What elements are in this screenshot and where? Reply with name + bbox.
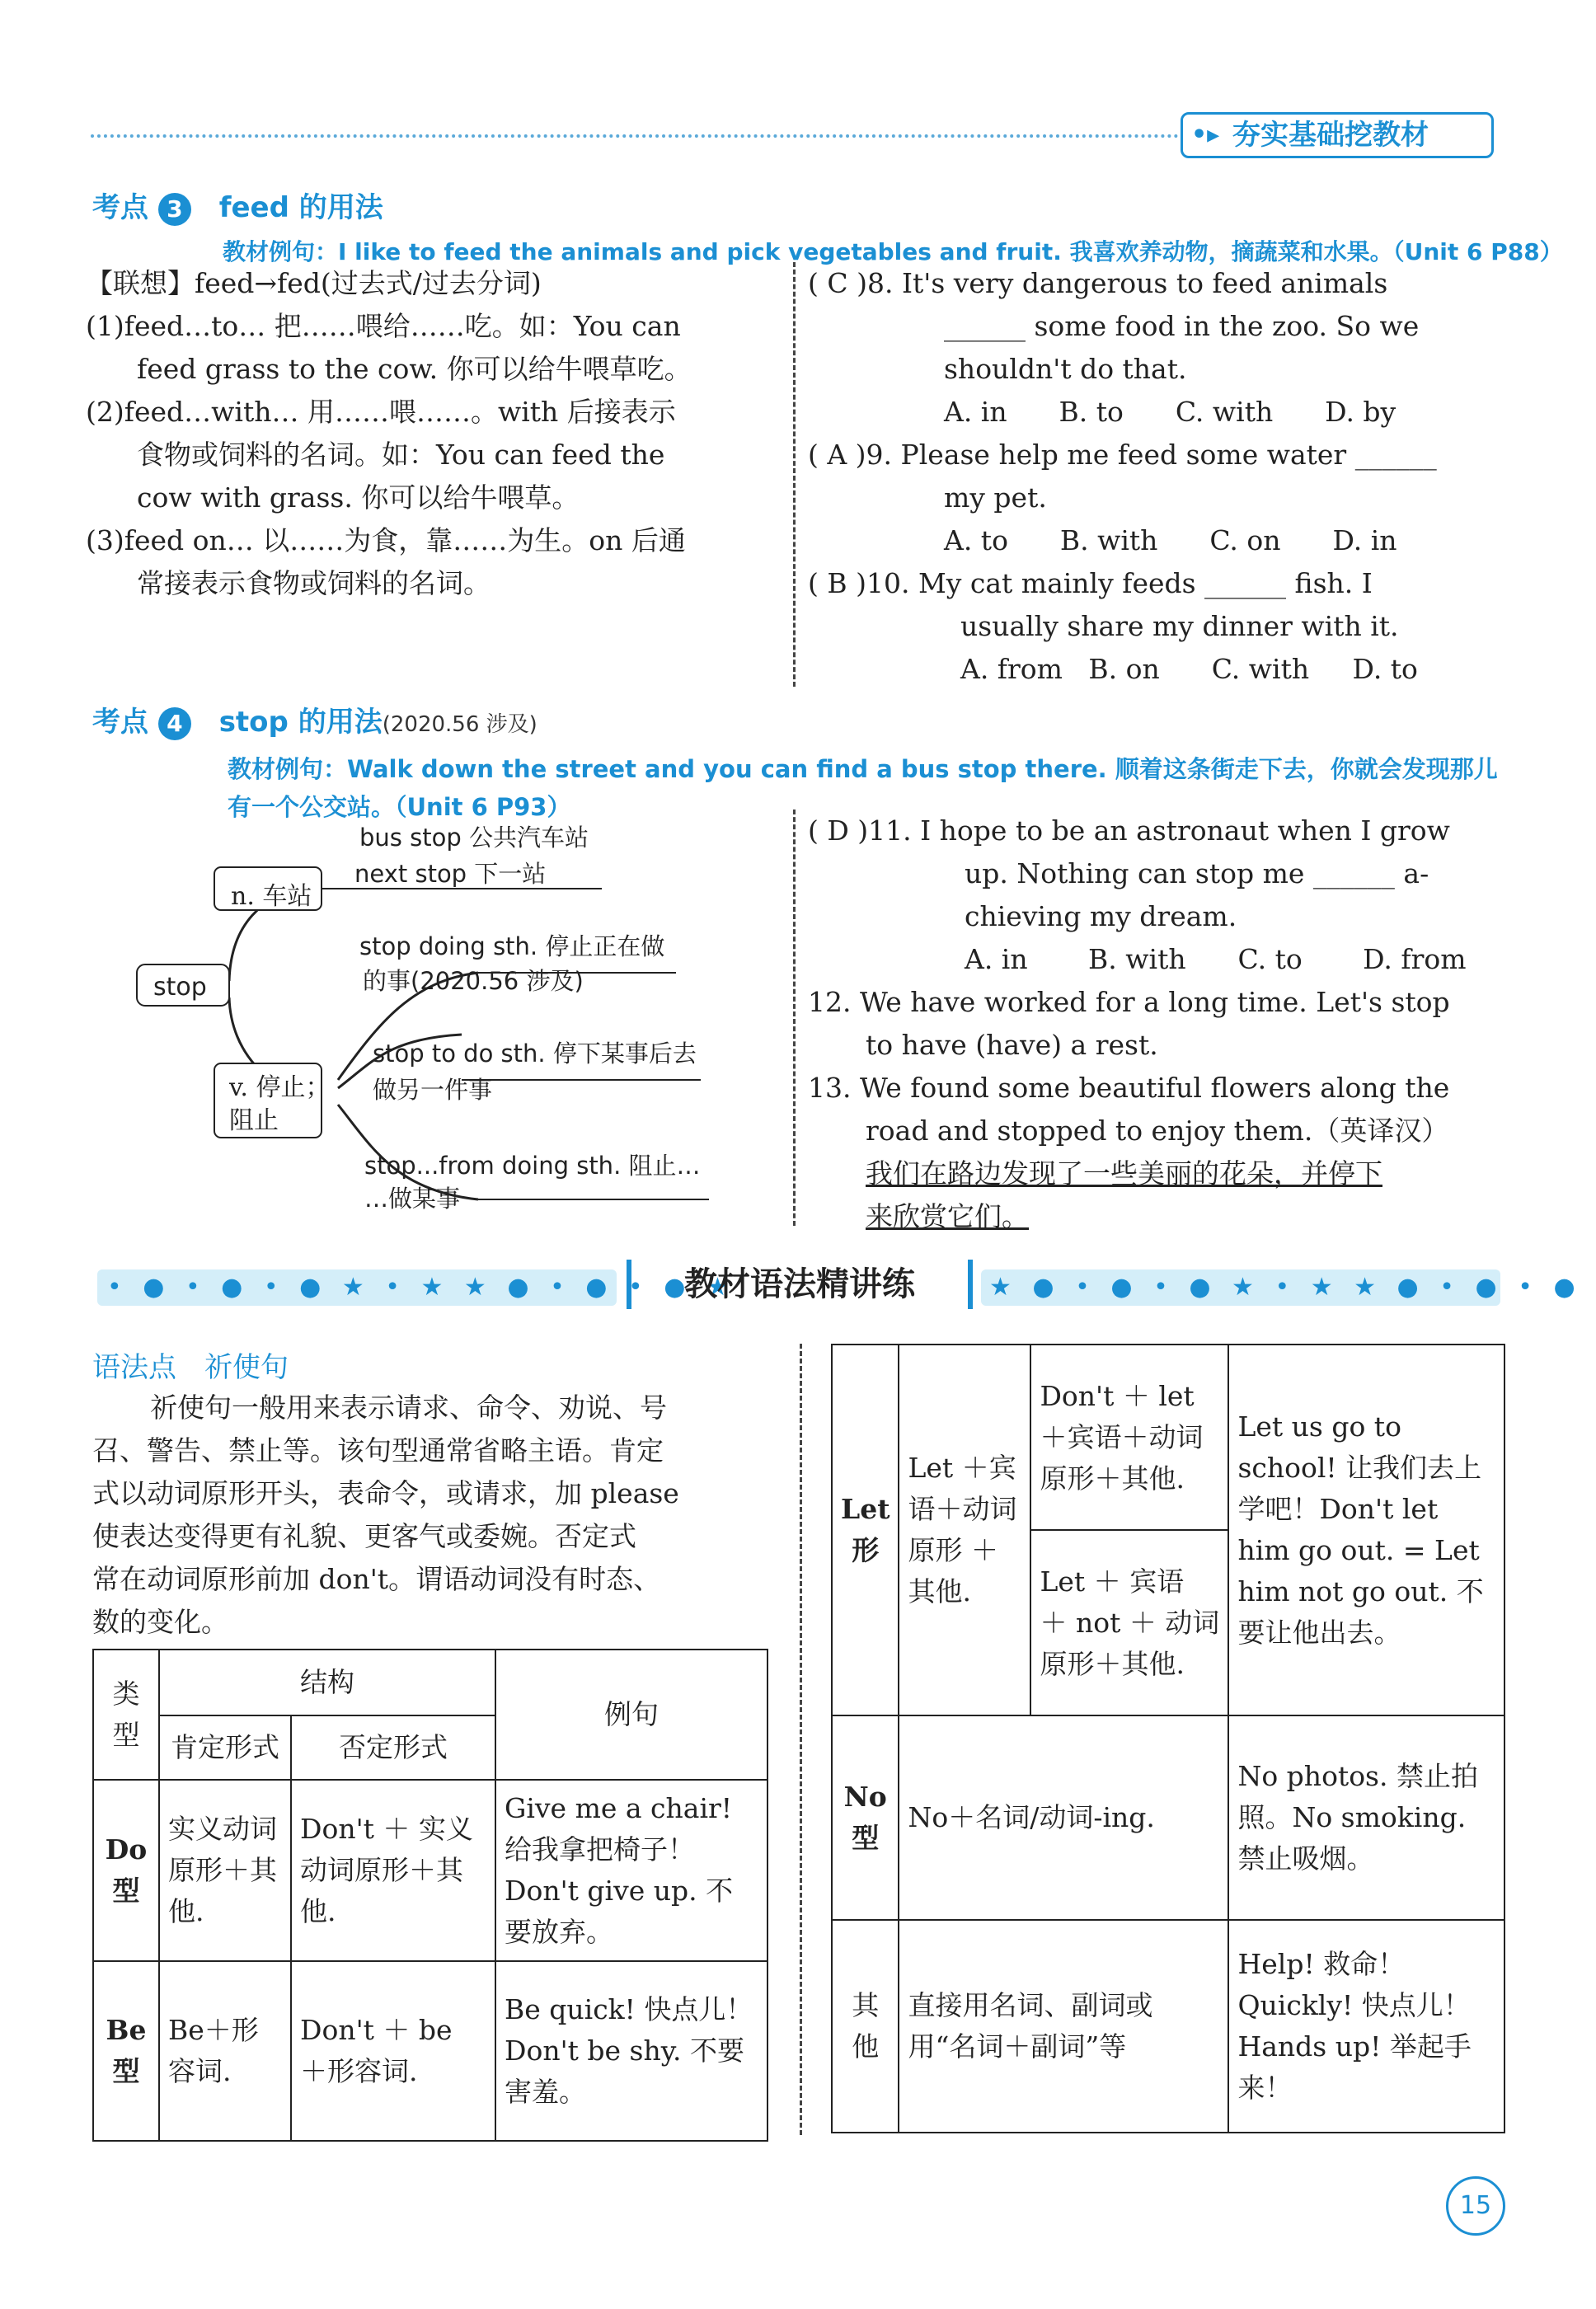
banner-dots-left: • ● • ● • ● ★ • ★ ★ ● • ● • ● ★ [107, 1273, 735, 1302]
intro-line: 使表达变得更有礼貌、更客气或委婉。否定式 [92, 1520, 636, 1552]
row-let-negative-2: Let ＋ 宾语 ＋ not ＋ 动词原形＋其他. [1030, 1530, 1228, 1715]
column-divider [800, 1344, 802, 2135]
note-line: feed grass to the cow. 你可以给牛喂草吃。 [137, 353, 692, 385]
exercise-line: ______ some food in the zoo. So we [944, 310, 1420, 342]
point3-heading: 考点 3 feed 的用法 [92, 191, 383, 224]
exercise-line: my pet. [944, 481, 1047, 514]
header-example: 例句 [495, 1650, 767, 1780]
header-positive: 肯定形式 [159, 1715, 291, 1780]
note-line: (2)feed…with… 用……喂……。with 后接表示 [86, 396, 676, 428]
page-number: 15 [1446, 2176, 1505, 2236]
intro-line: 常在动词原形前加 don't。谓语动词没有时态、 [92, 1563, 661, 1595]
intro-line: 数的变化。 [92, 1606, 228, 1638]
point3-notes [86, 262, 778, 605]
mindmap-root-stop: stop [153, 973, 207, 1002]
arrow-icon: •▸ [1191, 120, 1220, 149]
note-line: (1)feed…to… 把……喂给……吃。如：You can [86, 310, 681, 342]
row-other-structure: 直接用名词、副词或用“名词＋副词”等 [899, 1920, 1228, 2133]
exercise-line: shouldn't do that. [944, 353, 1187, 385]
row-no-structure: No＋名词/动词-ing. [899, 1715, 1228, 1920]
column-divider [793, 810, 796, 1226]
row-type-no: No 型 [832, 1715, 899, 1920]
exercise-line: ( C )8. It's very dangerous to feed animals [808, 267, 1388, 299]
exercise-line: ( B )10. My cat mainly feeds ______ fish. I [808, 567, 1373, 599]
mindmap-verb-node: v. 停止； 阻止 [229, 1073, 331, 1135]
exercise-line: usually share my dinner with it. [960, 610, 1399, 642]
column-divider [793, 262, 796, 687]
exercise-line: 13. We found some beautiful flowers along the [808, 1072, 1450, 1104]
exercise-line: to have (have) a rest. [866, 1029, 1158, 1061]
note-line: (3)feed on… 以……为食，靠……为生。on 后通 [86, 524, 686, 556]
mindmap-leaf-stop-doing-2: 的事(2020.56 涉及) [363, 967, 584, 995]
row-let-positive: Let ＋宾语＋动词原形 ＋其他. [899, 1345, 1030, 1715]
row-let-example: Let us go to school! 让我们去上学吧！Don't let him go out. = Let him not go out. 不要让他出去。 [1228, 1345, 1504, 1715]
grammar-intro [92, 1387, 768, 1644]
note-line: 食物或饲料的名词。如：You can feed the [137, 439, 665, 471]
row-type-do: Do 型 [93, 1780, 159, 1961]
point4-exercises [808, 810, 1500, 1238]
row-do-positive: 实义动词原形＋其他. [159, 1780, 291, 1961]
point3-exercises [808, 262, 1500, 691]
intro-line: 召、警告、禁止等。该句型通常省略主语。肯定 [92, 1434, 664, 1467]
grammar-heading: 语法点 祈使句 [92, 1351, 289, 1384]
exercise-options: A. in B. to C. with D. by [944, 396, 1396, 428]
mindmap-leaf-stop-from-2: …做某事 [364, 1185, 461, 1213]
point3-example: 教材例句：I like to feed the animals and pick vegetables and fruit. 我喜欢养动物，摘蔬菜和水果。（Unit 6 P88） [223, 238, 1563, 265]
note-line: 【联想】feed→fed(过去式/过去分词) [86, 267, 542, 299]
imperative-table-right [831, 1344, 1505, 2133]
answer-line: 我们在路边发现了一些美丽的花朵，并停下 [866, 1157, 1382, 1190]
exercise-line: 12. We have worked for a long time. Let's stop [808, 986, 1450, 1018]
header-negative: 否定形式 [291, 1715, 495, 1780]
row-type-let: Let 形 [832, 1345, 899, 1715]
exercise-line: road and stopped to enjoy them.（英译汉） [866, 1115, 1449, 1147]
row-do-negative: Don't ＋ 实义动词原形＋其他. [291, 1780, 495, 1961]
exercise-options: A. from B. on C. with D. to [960, 653, 1418, 685]
point4-example-line1: 教材例句：Walk down the street and you can find a bus stop there. 顺着这条街走下去，你就会发现那儿 [228, 755, 1498, 783]
answer-line: 来欣赏它们。 [866, 1200, 1029, 1232]
exercise-line: ( D )11. I hope to be an astronaut when I grow [808, 814, 1450, 847]
point4-example-line2: 有一个公交站。（Unit 6 P93） [228, 793, 571, 821]
point4-heading: 考点 4 stop 的用法(2020.56 涉及) [92, 706, 537, 739]
row-other-example: Help! 救命！Quickly! 快点儿！Hands up! 举起手来！ [1228, 1920, 1504, 2133]
header-banner: •▸ 夯实基础挖教材 [1181, 112, 1494, 158]
exercise-options: A. to B. with C. on D. in [944, 524, 1397, 556]
row-be-positive: Be＋形容词. [159, 1961, 291, 2141]
exercise-line: chieving my dream. [965, 900, 1237, 932]
mindmap-noun-node: n. 车站 [231, 882, 312, 911]
row-let-negative-1: Don't ＋ let ＋宾语＋动词原形＋其他. [1030, 1345, 1228, 1530]
point4-number-badge: 4 [158, 707, 191, 740]
row-type-be: Be 型 [93, 1961, 159, 2141]
row-do-example: Give me a chair! 给我拿把椅子！Don't give up. 不要放弃。 [495, 1780, 767, 1961]
banner-dots-right: ★ ● • ● • ● ★ • ★ ★ ● • ● • ● [989, 1273, 1582, 1302]
point3-number-badge: 3 [158, 193, 191, 226]
exercise-line: up. Nothing can stop me ______ a- [965, 857, 1429, 889]
row-type-other: 其他 [832, 1920, 899, 2133]
intro-line: 式以动词原形开头，表命令，或请求，加 please [92, 1477, 679, 1509]
mindmap-leaf-stop-to-do: stop to do sth. 停下某事后去 [373, 1040, 697, 1068]
header-dotted-rule [91, 134, 1179, 138]
mindmap-leaf-bus-stop: bus stop 公共汽车站 [359, 824, 589, 852]
mindmap-leaf-stop-doing: stop doing sth. 停止正在做 [359, 932, 665, 960]
exercise-line: ( A )9. Please help me feed some water ______ [808, 439, 1437, 471]
imperative-table-left [92, 1649, 768, 2142]
exercise-options: A. in B. with C. to D. from [965, 943, 1467, 975]
mindmap-leaf-stop-to-do-2: 做另一件事 [373, 1076, 493, 1104]
mindmap-leaf-stop-from: stop...from doing sth. 阻止… [364, 1152, 701, 1180]
note-line: 常接表示食物或饲料的名词。 [137, 567, 491, 599]
grammar-banner-title: 教材语法精讲练 [627, 1260, 973, 1309]
mindmap-leaf-next-stop: next stop 下一站 [354, 860, 547, 888]
header-structure: 结构 [159, 1650, 495, 1715]
row-no-example: No photos. 禁止拍照。No smoking. 禁止吸烟。 [1228, 1715, 1504, 1920]
note-line: cow with grass. 你可以给牛喂草。 [137, 481, 580, 514]
row-be-negative: Don't ＋ be ＋形容词. [291, 1961, 495, 2141]
intro-line: 祈使句一般用来表示请求、命令、劝说、号 [150, 1392, 667, 1424]
row-be-example: Be quick! 快点儿！Don't be shy. 不要害羞。 [495, 1961, 767, 2141]
header-type: 类型 [93, 1650, 159, 1780]
